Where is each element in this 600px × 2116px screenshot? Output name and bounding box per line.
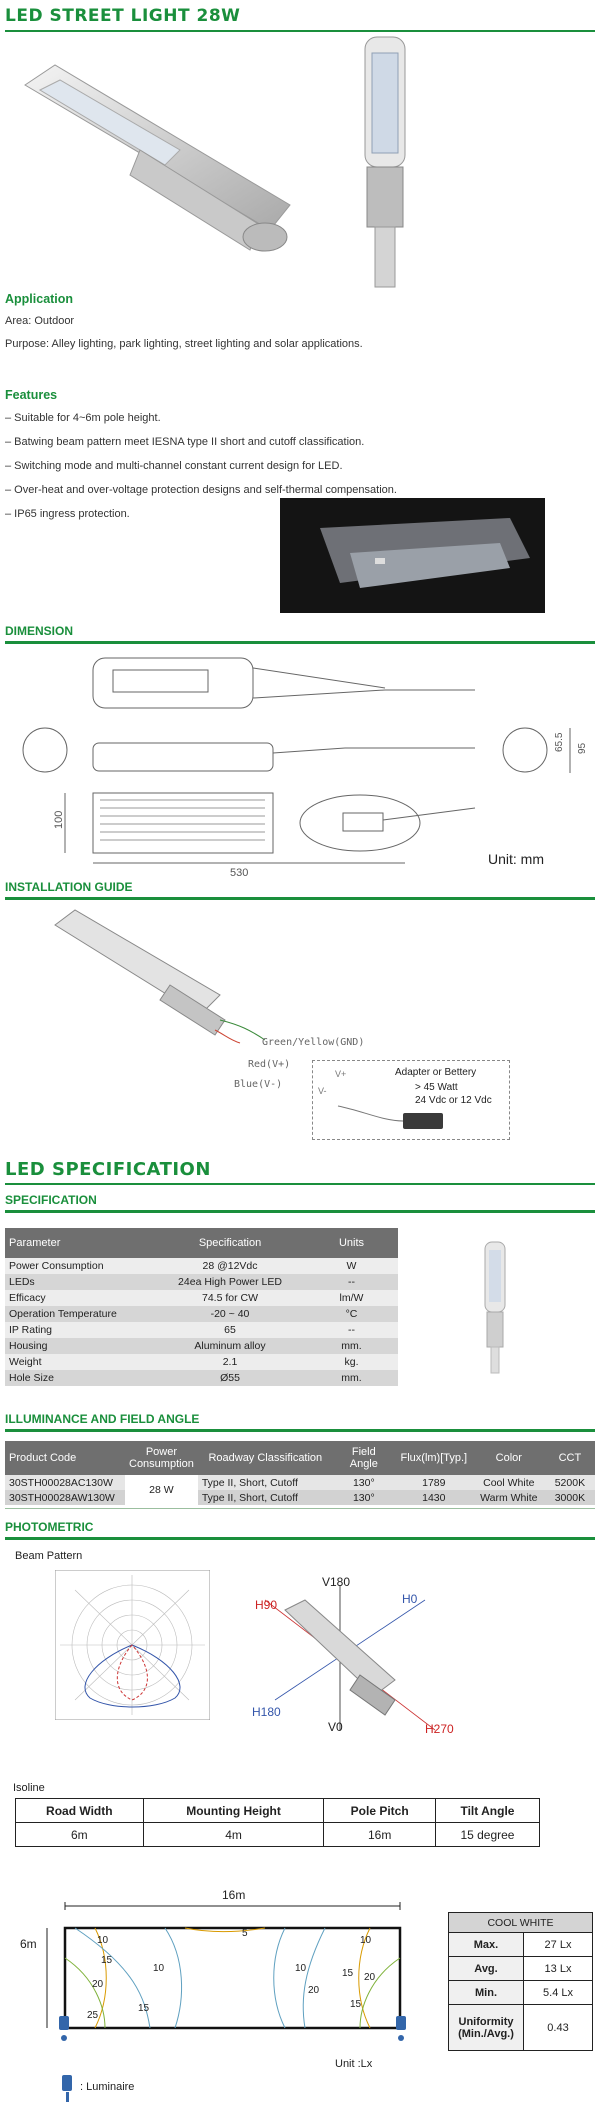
adapter-volt: 24 Vdc or 12 Vdc [415,1095,492,1106]
contour-label: 15 [350,1999,362,2010]
feature-item: – IP65 ingress protection. [5,508,130,520]
table-cell: 65 [155,1322,305,1338]
table-header-row [5,1441,595,1475]
feature-item: – Suitable for 4~6m pole height. [5,412,161,424]
table-cell: 5.4 Lx [524,1981,593,2005]
application-purpose: Purpose: Alley lighting, park lighting, street lighting and solar applications. [5,338,363,350]
contour-label: 15 [101,1955,113,1966]
table-cell: 27 Lx [524,1933,593,1957]
table-row [5,1490,595,1505]
isoline-table [15,1798,540,1847]
feature-item: – Batwing beam pattern meet IESNA type II short and cutoff classification. [5,436,365,448]
table-header: Color [473,1441,545,1475]
wire-red-label: Red(V+) [248,1059,291,1070]
table-header: Power Consumption [125,1441,198,1475]
feature-item: – Over-heat and over-voltage protection designs and self-thermal compensation. [5,484,397,496]
table-cell-power: 28 W [125,1475,198,1505]
specification-title: SPECIFICATION [5,1193,97,1207]
dimension-530: 530 [230,867,249,878]
table-header: Parameter [5,1228,155,1258]
table-cell: Efficacy [5,1290,155,1306]
table-cell: 1789 [395,1475,473,1490]
table-cell: 16m [324,1823,436,1847]
luminaire-legend-stem [66,2092,69,2102]
luminaire-legend-icon [62,2075,72,2091]
table-cell: 74.5 for CW [155,1290,305,1306]
contour-label: 25 [87,2010,99,2021]
illuminance-rule [5,1429,595,1432]
table-header-row [16,1799,540,1823]
table-row [5,1274,398,1290]
contour-label: 20 [92,1979,104,1990]
table-cell: 15 degree [435,1823,539,1847]
label-h90: H90 [255,1598,278,1612]
installation-rule [5,897,595,900]
table-cell: Max. [449,1933,524,1957]
table-cell: Operation Temperature [5,1306,155,1322]
table-row [16,1823,540,1847]
product-photo-closeup [280,498,545,613]
isoline-title: Isoline [13,1782,45,1794]
table-cell: Power Consumption [5,1258,155,1274]
luminaire-legend-label: : Luminaire [80,2081,135,2093]
table-header: Mounting Height [143,1799,324,1823]
wire-green-label: Green/Yellow(GND) [262,1037,365,1048]
dimension-title: DIMENSION [5,624,74,638]
table-cell: 0.43 [524,2005,593,2051]
width-label: 6m [20,1937,37,1951]
illuminance-title: ILLUMINANCE AND FIELD ANGLE [5,1412,200,1426]
specification-table [5,1228,398,1386]
table-cell: 1430 [395,1490,473,1505]
table-cell: IP Rating [5,1322,155,1338]
label-v180: V180 [322,1575,351,1589]
spec-product-image [475,1240,515,1375]
contour-label: 10 [97,1935,109,1946]
table-cell: Weight [5,1354,155,1370]
table-cell: Type II, Short, Cutoff [198,1490,333,1505]
contour-label: 20 [308,1985,320,1996]
feature-item: – Switching mode and multi-channel constant current design for LED. [5,460,343,472]
table-cell: 6m [16,1823,144,1847]
table-cell: W [305,1258,398,1274]
table-cell: Cool White [473,1475,545,1490]
table-cell: 28 @12Vdc [155,1258,305,1274]
table-cell: mm. [305,1370,398,1386]
contour-label: 10 [360,1935,372,1946]
cool-white-table [448,1912,593,2051]
table-row [5,1354,398,1370]
table-header: Field Angle [333,1441,395,1475]
table-header-row [449,1913,593,1933]
contour-label: 15 [342,1968,354,1979]
product-image-front [345,35,425,295]
beam-pattern-label: Beam Pattern [15,1550,83,1562]
installation-title: INSTALLATION GUIDE [5,880,133,894]
label-h270: H270 [425,1722,454,1736]
table-header: Roadway Classification [198,1441,333,1475]
contour-label: 20 [364,1972,376,1983]
table-row [449,2005,593,2051]
table-row [5,1338,398,1354]
table-cell: 130° [333,1475,395,1490]
table-cell: -20 ~ 40 [155,1306,305,1322]
table-cell: -- [305,1274,398,1290]
dimension-rule [5,641,595,644]
title-rule [5,30,595,32]
adapter-image [333,1101,453,1136]
table-cell: 30STH00028AC130W [5,1475,125,1490]
label-h0: H0 [402,1592,418,1606]
table-cell: 3000K [545,1490,595,1505]
table-cell: 4m [143,1823,324,1847]
wire-blue-label: Blue(V-) [234,1079,283,1090]
cool-white-title: COOL WHITE [449,1913,593,1933]
adapter-watt: > 45 Watt [415,1082,458,1093]
table-cell: Min. [449,1981,524,2005]
led-spec-rule [5,1183,595,1185]
table-cell: LEDs [5,1274,155,1290]
label-v0: V0 [328,1720,343,1734]
led-spec-title: LED SPECIFICATION [5,1159,211,1180]
table-cell: Uniformity (Min./Avg.) [449,2005,524,2051]
table-cell: 2.1 [155,1354,305,1370]
installation-fixture-image [50,905,270,1045]
features-title: Features [5,388,58,402]
photometric-title: PHOTOMETRIC [5,1520,94,1534]
pitch-label: 16m [222,1888,246,1902]
table-row [5,1290,398,1306]
table-header: Product Code [5,1441,125,1475]
contour-label: 10 [295,1963,307,1974]
table-cell: kg. [305,1354,398,1370]
illuminance-table [5,1441,595,1505]
table-header: CCT [545,1441,595,1475]
product-image-angled [20,55,300,255]
contour-label: 15 [138,2003,150,2014]
dimension-655: 65.5 [554,732,565,752]
table-cell: -- [305,1322,398,1338]
illuminance-bottom-rule [5,1508,595,1509]
dimension-drawing [5,648,595,878]
label-h180: H180 [252,1705,281,1719]
adapter-title: Adapter or Bettery [395,1067,477,1078]
adapter-box [312,1060,510,1140]
dimension-100: 100 [53,810,65,829]
table-cell: 13 Lx [524,1957,593,1981]
table-header: Pole Pitch [324,1799,436,1823]
table-row [5,1475,595,1490]
table-cell: Aluminum alloy [155,1338,305,1354]
table-header: Flux(lm)[Typ.] [395,1441,473,1475]
table-row [5,1258,398,1274]
table-cell: °C [305,1306,398,1322]
dimension-unit: Unit: mm [488,851,544,867]
table-cell: 130° [333,1490,395,1505]
table-row [449,1933,593,1957]
table-header: Units [305,1228,398,1258]
adapter-vminus: V- [318,1086,327,1096]
table-header: Specification [155,1228,305,1258]
table-header-row [5,1228,398,1258]
isoline-unit: Unit :Lx [335,2058,373,2070]
adapter-vplus: V+ [335,1069,347,1079]
table-cell: 30STH00028AW130W [5,1490,125,1505]
dimension-95: 95 [577,742,588,754]
polar-beam-diagram [55,1570,210,1720]
table-cell: Housing [5,1338,155,1354]
application-title: Application [5,292,74,306]
table-header: Road Width [16,1799,144,1823]
table-header: Tilt Angle [435,1799,539,1823]
table-row [449,1957,593,1981]
table-row [449,1981,593,2005]
table-row [5,1306,398,1322]
table-row [5,1370,398,1386]
isoline-diagram [35,1898,415,2056]
application-area: Area: Outdoor [5,315,75,327]
table-cell: 5200K [545,1475,595,1490]
table-cell: Hole Size [5,1370,155,1386]
specification-rule [5,1210,595,1213]
photometric-rule [5,1537,595,1540]
table-row [5,1322,398,1338]
table-cell: Type II, Short, Cutoff [198,1475,333,1490]
table-cell: 24ea High Power LED [155,1274,305,1290]
contour-label: 10 [153,1963,165,1974]
page-title: LED STREET LIGHT 28W [5,6,241,26]
table-cell: lm/W [305,1290,398,1306]
table-cell: Ø55 [155,1370,305,1386]
table-cell: Warm White [473,1490,545,1505]
table-cell: Avg. [449,1957,524,1981]
contour-label: 5 [242,1928,248,1939]
table-cell: mm. [305,1338,398,1354]
